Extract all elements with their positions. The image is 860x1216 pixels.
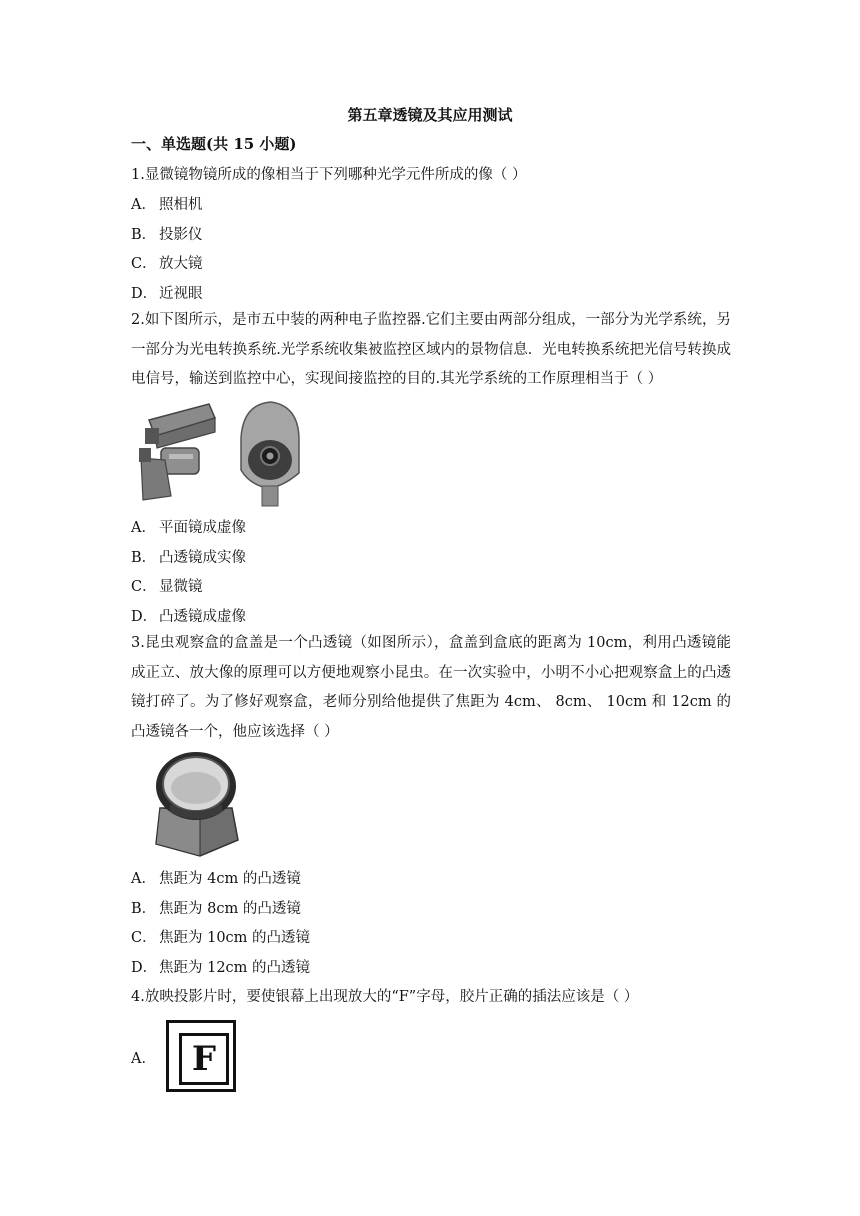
q3-option-c[interactable]: C． 焦距为 10cm 的凸透镜 <box>131 930 311 946</box>
q4-stem: 4.放映投影片时，要使银幕上出现放大的“F”字母，胶片正确的插法应该是（ ） <box>131 989 639 1005</box>
film-slide-option-a[interactable] <box>166 1020 236 1092</box>
q1-option-b[interactable]: B． 投影仪 <box>131 227 203 243</box>
q1-option-d[interactable]: D． 近视眼 <box>131 286 203 302</box>
film-letter: F <box>179 1033 229 1085</box>
q3-option-d[interactable]: D． 焦距为 12cm 的凸透镜 <box>131 960 311 976</box>
q3-option-a[interactable]: A． 焦距为 4cm 的凸透镜 <box>131 871 301 887</box>
q2-stem: 2.如下图所示，是市五中装的两种电子监控器.它们主要由两部分组成，一部分为光学系统，另一部分为光电转换系统.光学系统收集被监控区域内的景物信息．光电转换系统把光信号转换成电信号，输送到监控中心，实现间接监控的目的.其光学系统的工作原理相当于（ ） <box>131 312 731 387</box>
dome-camera-icon <box>241 402 299 506</box>
q2-option-d[interactable]: D． 凸透镜成虚像 <box>131 609 246 625</box>
q1-stem: 1.显微镜物镜所成的像相当于下列哪种光学元件所成的像（ ） <box>131 167 527 183</box>
q2-option-a[interactable]: A． 平面镜成虚像 <box>131 520 246 536</box>
q2-option-c[interactable]: C． 显微镜 <box>131 579 203 595</box>
q4-option-a-label[interactable]: A． <box>131 1051 156 1067</box>
q3-stem: 3.昆虫观察盒的盒盖是一个凸透镜（如图所示），盒盖到盒底的距离为 10cm，利用凸透镜能成正立、放大像的原理可以方便地观察小昆虫。在一次实验中，小明不小心把观察盒上的凸透镜打碎了。为了修好观察盒，老师分别给他提供了焦距为 4cm、 8cm、 10cm 和 12cm 的凸透镜各一个，他应该选择（ ） <box>131 635 731 740</box>
magnifier-box-icon <box>156 752 238 856</box>
section-heading: 一、单选题(共 15 小题) <box>131 135 297 153</box>
insect-observation-box-image <box>150 748 242 858</box>
q3-option-b[interactable]: B． 焦距为 8cm 的凸透镜 <box>131 901 301 917</box>
box-camera-icon <box>139 404 215 500</box>
q1-option-c[interactable]: C． 放大镜 <box>131 256 203 272</box>
q2-option-b[interactable]: B． 凸透镜成实像 <box>131 550 246 566</box>
page-title: 第五章透镜及其应用测试 <box>347 106 513 124</box>
q1-option-a[interactable]: A． 照相机 <box>131 197 203 213</box>
surveillance-cameras-image <box>131 398 306 508</box>
